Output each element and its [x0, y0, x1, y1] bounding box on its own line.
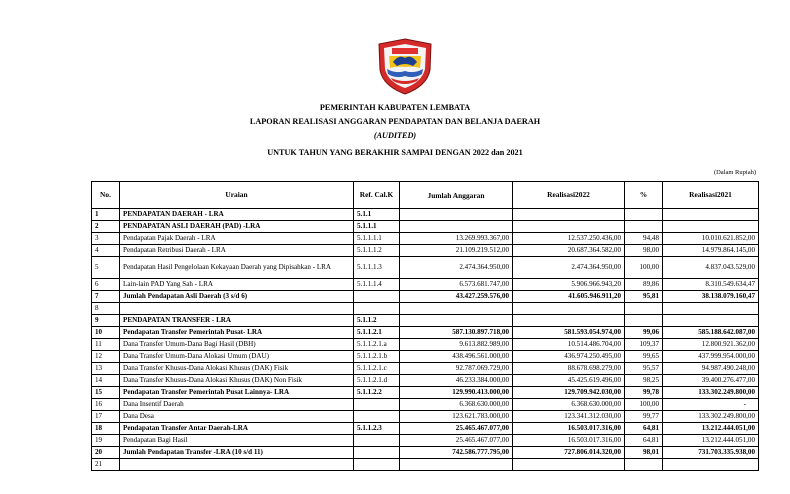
cell-no: 6: [92, 279, 120, 291]
cell-percent: 99,77: [625, 411, 663, 423]
cell-no: 20: [92, 447, 120, 459]
table-row: [92, 399, 759, 411]
cell-uraian: PENDAPATAN ASLI DAERAH (PAD) -LRA: [120, 221, 354, 233]
cell-realisasi-2022: 88.678.698.279,00: [513, 363, 625, 375]
cell-percent: 98,25: [625, 375, 663, 387]
cell-ref: 5.1.1.1.3: [354, 257, 400, 279]
cell-no: 9: [92, 315, 120, 327]
table-row: [92, 257, 759, 279]
cell-realisasi-2022: [513, 315, 625, 327]
cell-realisasi-2021: 731.703.335.938,00: [663, 447, 759, 459]
cell-no: 18: [92, 423, 120, 435]
cell-uraian: Pendapatan Transfer Pemerintah Pusat Lainnya- LRA: [120, 387, 354, 399]
cell-anggaran: 129.990.413.000,00: [400, 387, 513, 399]
cell-realisasi-2021: 13.212.444.051,00: [663, 423, 759, 435]
cell-anggaran: 46.233.384.000,00: [400, 375, 513, 387]
kabupaten-lembata-emblem: [375, 36, 435, 96]
table-row: [92, 363, 759, 375]
budget-realization-table: [91, 181, 759, 471]
cell-anggaran: 587.130.897.718,00: [400, 327, 513, 339]
col-header-percent: %: [625, 182, 663, 209]
table-row: [92, 279, 759, 291]
cell-anggaran: 25.465.467.077,00: [400, 423, 513, 435]
table-row: [92, 447, 759, 459]
table-body: [92, 209, 759, 471]
cell-uraian: Dana Transfer Umum-Dana Bagi Hasil (DBH): [120, 339, 354, 351]
cell-no: 16: [92, 399, 120, 411]
cell-realisasi-2021: 12.800.921.362,00: [663, 339, 759, 351]
table-row: [92, 233, 759, 245]
cell-percent: 95,57: [625, 363, 663, 375]
cell-no: 8: [92, 303, 120, 315]
cell-uraian: Dana Transfer Umum-Dana Alokasi Umum (DAU): [120, 351, 354, 363]
cell-no: 10: [92, 327, 120, 339]
cell-realisasi-2021: 8.310.549.634,47: [663, 279, 759, 291]
currency-unit-note: (Dalam Rupiah): [713, 169, 756, 176]
cell-uraian: Dana Transfer Khusus-Dana Alokasi Khusus (DAK) Non Fisik: [120, 375, 354, 387]
cell-ref: [354, 303, 400, 315]
cell-realisasi-2022: 20.687.364.582,00: [513, 245, 625, 257]
cell-ref: [354, 447, 400, 459]
cell-realisasi-2022: 123.341.312.030,00: [513, 411, 625, 423]
col-header-realisasi-2022: Realisasi2022: [513, 182, 625, 209]
cell-anggaran: 123.621.783.000,00: [400, 411, 513, 423]
cell-realisasi-2022: [513, 303, 625, 315]
cell-realisasi-2022: [513, 221, 625, 233]
cell-uraian: Dana Transfer Khusus-Dana Alokasi Khusus (DAK) Fisik: [120, 363, 354, 375]
cell-uraian: Pendapatan Bagi Hasil: [120, 435, 354, 447]
cell-no: 5: [92, 257, 120, 279]
cell-realisasi-2021: -: [663, 399, 759, 411]
cell-ref: 5.1.1.2.1.d: [354, 375, 400, 387]
cell-uraian: [120, 459, 354, 471]
cell-anggaran: 25.465.467.077,00: [400, 435, 513, 447]
cell-anggaran: 6.573.681.747,00: [400, 279, 513, 291]
cell-ref: 5.1.1.2.1.b: [354, 351, 400, 363]
cell-ref: [354, 459, 400, 471]
cell-anggaran: 6.368.630.000,00: [400, 399, 513, 411]
table-row: [92, 435, 759, 447]
cell-realisasi-2021: [663, 459, 759, 471]
cell-realisasi-2021: [663, 303, 759, 315]
col-header-uraian: Uraian: [120, 182, 354, 209]
table-row: [92, 221, 759, 233]
table-row: [92, 339, 759, 351]
cell-percent: 89,86: [625, 279, 663, 291]
table-row: [92, 209, 759, 221]
cell-anggaran: 438.496.561.000,00: [400, 351, 513, 363]
report-header: [0, 100, 790, 160]
cell-anggaran: [400, 303, 513, 315]
col-header-no: No.: [92, 182, 120, 209]
cell-no: 13: [92, 363, 120, 375]
cell-realisasi-2022: 6.368.630.000,00: [513, 399, 625, 411]
cell-anggaran: 2.474.364.950,00: [400, 257, 513, 279]
cell-realisasi-2021: 133.302.249.800,00: [663, 387, 759, 399]
cell-realisasi-2021: 94.987.490.248,00: [663, 363, 759, 375]
cell-percent: 98,01: [625, 447, 663, 459]
cell-no: 4: [92, 245, 120, 257]
cell-no: 21: [92, 459, 120, 471]
cell-percent: 100,00: [625, 399, 663, 411]
cell-no: 15: [92, 387, 120, 399]
table-row: [92, 411, 759, 423]
col-header-ref: Ref. Cal.K: [354, 182, 400, 209]
cell-ref: 5.1.1.2.1.c: [354, 363, 400, 375]
cell-realisasi-2021: 437.999.954.000,00: [663, 351, 759, 363]
cell-ref: 5.1.1.2.3: [354, 423, 400, 435]
cell-no: 19: [92, 435, 120, 447]
cell-anggaran: 742.586.777.795,00: [400, 447, 513, 459]
cell-percent: [625, 209, 663, 221]
cell-percent: 99,06: [625, 327, 663, 339]
table-row: [92, 423, 759, 435]
cell-percent: 100,00: [625, 257, 663, 279]
cell-percent: 64,81: [625, 423, 663, 435]
cell-uraian: Pendapatan Retribusi Daerah - LRA: [120, 245, 354, 257]
cell-ref: [354, 435, 400, 447]
cell-ref: 5.1.1.2.2: [354, 387, 400, 399]
cell-realisasi-2022: 10.514.486.704,00: [513, 339, 625, 351]
cell-anggaran: 13.269.993.367,00: [400, 233, 513, 245]
cell-uraian: Jumlah Pendapatan Transfer -LRA (10 s/d 11): [120, 447, 354, 459]
cell-realisasi-2021: [663, 209, 759, 221]
cell-realisasi-2022: 16.503.017.316,00: [513, 435, 625, 447]
cell-uraian: PENDAPATAN TRANSFER - LRA: [120, 315, 354, 327]
cell-ref: 5.1.1: [354, 209, 400, 221]
cell-no: 11: [92, 339, 120, 351]
cell-ref: [354, 399, 400, 411]
cell-realisasi-2022: [513, 209, 625, 221]
cell-realisasi-2022: 5.906.966.943,20: [513, 279, 625, 291]
cell-ref: 5.1.1.2.1: [354, 327, 400, 339]
cell-anggaran: 43.427.259.576,00: [400, 291, 513, 303]
cell-percent: 94,48: [625, 233, 663, 245]
cell-percent: 99,78: [625, 387, 663, 399]
table-row: [92, 387, 759, 399]
cell-percent: [625, 221, 663, 233]
cell-percent: 99,65: [625, 351, 663, 363]
cell-realisasi-2021: 4.837.043.529,00: [663, 257, 759, 279]
cell-no: 1: [92, 209, 120, 221]
cell-no: 2: [92, 221, 120, 233]
cell-realisasi-2021: [663, 221, 759, 233]
cell-realisasi-2022: 727.806.014.320,00: [513, 447, 625, 459]
table-row: [92, 459, 759, 471]
col-header-realisasi-2021: Realisasi2021: [663, 182, 759, 209]
table-row: [92, 351, 759, 363]
cell-uraian: Dana Desa: [120, 411, 354, 423]
cell-anggaran: 92.787.069.729,00: [400, 363, 513, 375]
cell-ref: 5.1.1.1.2: [354, 245, 400, 257]
table-row: [92, 375, 759, 387]
government-name: PEMERINTAH KABUPATEN LEMBATA: [319, 103, 471, 112]
cell-uraian: Dana Insentif Daerah: [120, 399, 354, 411]
cell-realisasi-2022: 581.593.054.974,00: [513, 327, 625, 339]
cell-anggaran: [400, 209, 513, 221]
cell-ref: 5.1.1.1.4: [354, 279, 400, 291]
cell-uraian: Lain-lain PAD Yang Sah - LRA: [120, 279, 354, 291]
cell-ref: [354, 411, 400, 423]
cell-uraian: Pendapatan Hasil Pengelolaan Kekayaan Daerah yang Dipisahkan - LRA: [120, 257, 354, 279]
cell-realisasi-2021: 38.138.079.160,47: [663, 291, 759, 303]
cell-uraian: [120, 303, 354, 315]
cell-percent: 98,00: [625, 245, 663, 257]
cell-realisasi-2022: 129.709.942.030,00: [513, 387, 625, 399]
table-row: [92, 291, 759, 303]
cell-no: 14: [92, 375, 120, 387]
cell-realisasi-2022: 41.605.946.911,20: [513, 291, 625, 303]
cell-uraian: Pendapatan Transfer Antar Daerah-LRA: [120, 423, 354, 435]
cell-uraian: Jumlah Pendapatan Asli Daerah (3 s/d 6): [120, 291, 354, 303]
cell-anggaran: [400, 315, 513, 327]
cell-realisasi-2021: 10.010.621.852,00: [663, 233, 759, 245]
cell-realisasi-2021: [663, 315, 759, 327]
cell-no: 12: [92, 351, 120, 363]
table-row: [92, 303, 759, 315]
cell-uraian: PENDAPATAN DAERAH - LRA: [120, 209, 354, 221]
cell-realisasi-2022: 16.503.017.316,00: [513, 423, 625, 435]
cell-realisasi-2021: 13.212.444.051,00: [663, 435, 759, 447]
cell-realisasi-2021: 14.979.864.145,00: [663, 245, 759, 257]
cell-ref: 5.1.1.2: [354, 315, 400, 327]
cell-realisasi-2021: 585.188.642.087,00: [663, 327, 759, 339]
cell-no: 3: [92, 233, 120, 245]
cell-percent: 64,81: [625, 435, 663, 447]
cell-anggaran: [400, 221, 513, 233]
cell-realisasi-2022: [513, 459, 625, 471]
cell-anggaran: [400, 459, 513, 471]
cell-percent: 109,37: [625, 339, 663, 351]
cell-no: 7: [92, 291, 120, 303]
cell-realisasi-2021: 133.302.249.800,00: [663, 411, 759, 423]
table-row: [92, 327, 759, 339]
cell-percent: 95,81: [625, 291, 663, 303]
cell-ref: 5.1.1.1: [354, 221, 400, 233]
cell-realisasi-2022: 2.474.364.950,00: [513, 257, 625, 279]
cell-realisasi-2022: 12.537.250.436,00: [513, 233, 625, 245]
report-title: LAPORAN REALISASI ANGGARAN PENDAPATAN DAN BELANJA DAERAH: [249, 117, 541, 126]
cell-percent: [625, 315, 663, 327]
report-period: UNTUK TAHUN YANG BERAKHIR SAMPAI DENGAN 2022 dan 2021: [267, 148, 523, 157]
cell-uraian: Pendapatan Transfer Pemerintah Pusat- LRA: [120, 327, 354, 339]
cell-anggaran: 21.109.219.512,00: [400, 245, 513, 257]
cell-anggaran: 9.613.882.989,00: [400, 339, 513, 351]
table-header-row: [92, 182, 759, 209]
cell-ref: [354, 291, 400, 303]
table-row: [92, 245, 759, 257]
cell-realisasi-2021: 39.400.276.477,00: [663, 375, 759, 387]
col-header-anggaran: Jumlah Anggaran: [400, 182, 513, 209]
cell-percent: [625, 303, 663, 315]
cell-ref: 5.1.1.1.1: [354, 233, 400, 245]
audited-label: (AUDITED): [373, 131, 417, 140]
cell-realisasi-2022: 436.974.250.495,00: [513, 351, 625, 363]
cell-percent: [625, 459, 663, 471]
cell-no: 17: [92, 411, 120, 423]
cell-ref: 5.1.1.2.1.a: [354, 339, 400, 351]
table-row: [92, 315, 759, 327]
cell-uraian: Pendapatan Pajak Daerah - LRA: [120, 233, 354, 245]
cell-realisasi-2022: 45.425.619.496,00: [513, 375, 625, 387]
